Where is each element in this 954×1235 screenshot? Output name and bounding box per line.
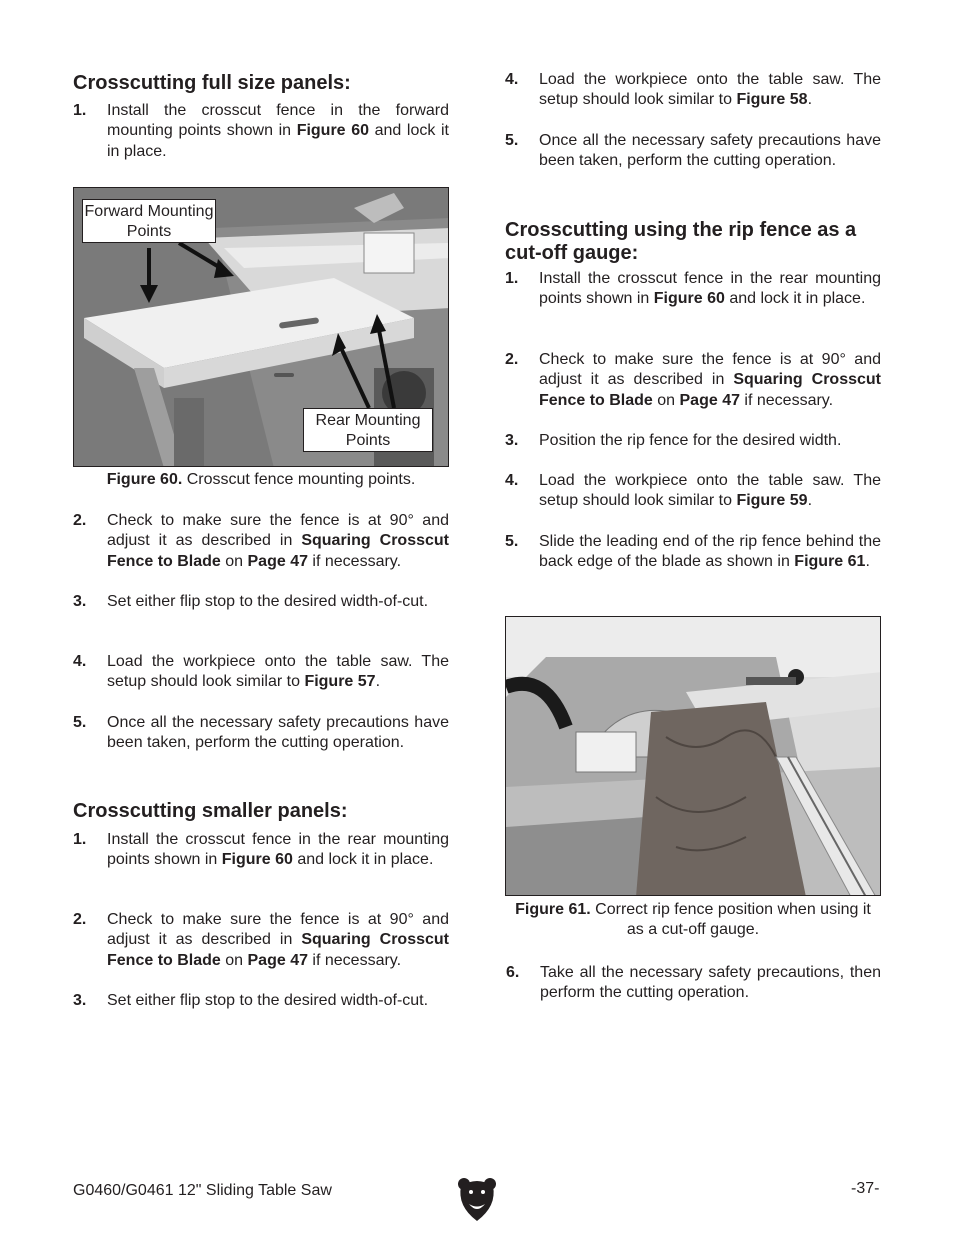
rip-step-4: 4. Load the workpiece onto the table saw. The setup should look similar to Figure 59. — [505, 472, 881, 510]
rip-step-5: 5. Slide the leading end of the rip fence behind the back edge of the blade as shown in Figure 61. — [505, 533, 881, 571]
final-step-6: 6. Take all the necessary safety precautions, then perform the cutting operation. — [506, 964, 881, 1002]
smaller-step-3: 3. Set either flip stop to the desired width-of-cut. — [73, 992, 429, 1009]
footer-page-number: -37- — [851, 1180, 880, 1197]
figure-61-caption: Figure 61. Correct rip fence position when using it as a cut-off gauge. — [515, 901, 871, 938]
figure-60-photo — [73, 187, 449, 467]
full-step-3: 3. Set either flip stop to the desired width-of-cut. — [73, 593, 429, 610]
heading-smaller-panels: Crosscutting smaller panels: — [73, 800, 348, 822]
callout-rear-mounting-points: Rear Mounting Points — [303, 408, 433, 452]
callout-forward-mounting-points: Forward Mounting Points — [82, 199, 216, 243]
smaller-step-2: 2. Check to make sure the fence is at 90° and adjust it as described in Squaring Crosscut Fence to Blade on Page 47 if necessary. — [73, 911, 449, 969]
rip-step-1: 1. Install the crosscut fence in the rear mounting points shown in Figure 60 and lock it in place. — [505, 270, 881, 308]
figure-61-photo — [505, 616, 881, 896]
rip-fence-cutoff-illustration — [506, 617, 881, 896]
full-step-2: 2. Check to make sure the fence is at 90° and adjust it as described in Squaring Crosscut Fence to Blade on Page 47 if necessary. — [73, 512, 449, 570]
full-step-5: 5. Once all the necessary safety precautions have been taken, perform the cutting operation. — [73, 714, 449, 752]
cont-step-5: 5. Once all the necessary safety precautions have been taken, perform the cutting operation. — [505, 132, 881, 170]
full-step-1: 1. Install the crosscut fence in the forward mounting points shown in Figure 60 and lock it in place. — [73, 102, 449, 160]
bear-logo-icon — [457, 1176, 497, 1222]
heading-rip-fence-cutoff: Crosscutting using the rip fence as a cut-off gauge: — [505, 219, 857, 264]
rip-step-2: 2. Check to make sure the fence is at 90° and adjust it as described in Squaring Crosscut Fence to Blade on Page 47 if necessary. — [505, 351, 881, 409]
figure-60-caption: Figure 60. Crosscut fence mounting points. — [106, 471, 416, 488]
smaller-step-1: 1. Install the crosscut fence in the rear mounting points shown in Figure 60 and lock it in place. — [73, 831, 449, 869]
full-step-4: 4. Load the workpiece onto the table saw. The setup should look similar to Figure 57. — [73, 653, 449, 691]
heading-full-size-panels: Crosscutting full size panels: — [73, 72, 351, 94]
rip-step-3: 3. Position the rip fence for the desired width. — [505, 432, 842, 449]
footer-model: G0460/G0461 12" Sliding Table Saw — [73, 1182, 332, 1199]
cont-step-4: 4. Load the workpiece onto the table saw. The setup should look similar to Figure 58. — [505, 71, 881, 109]
